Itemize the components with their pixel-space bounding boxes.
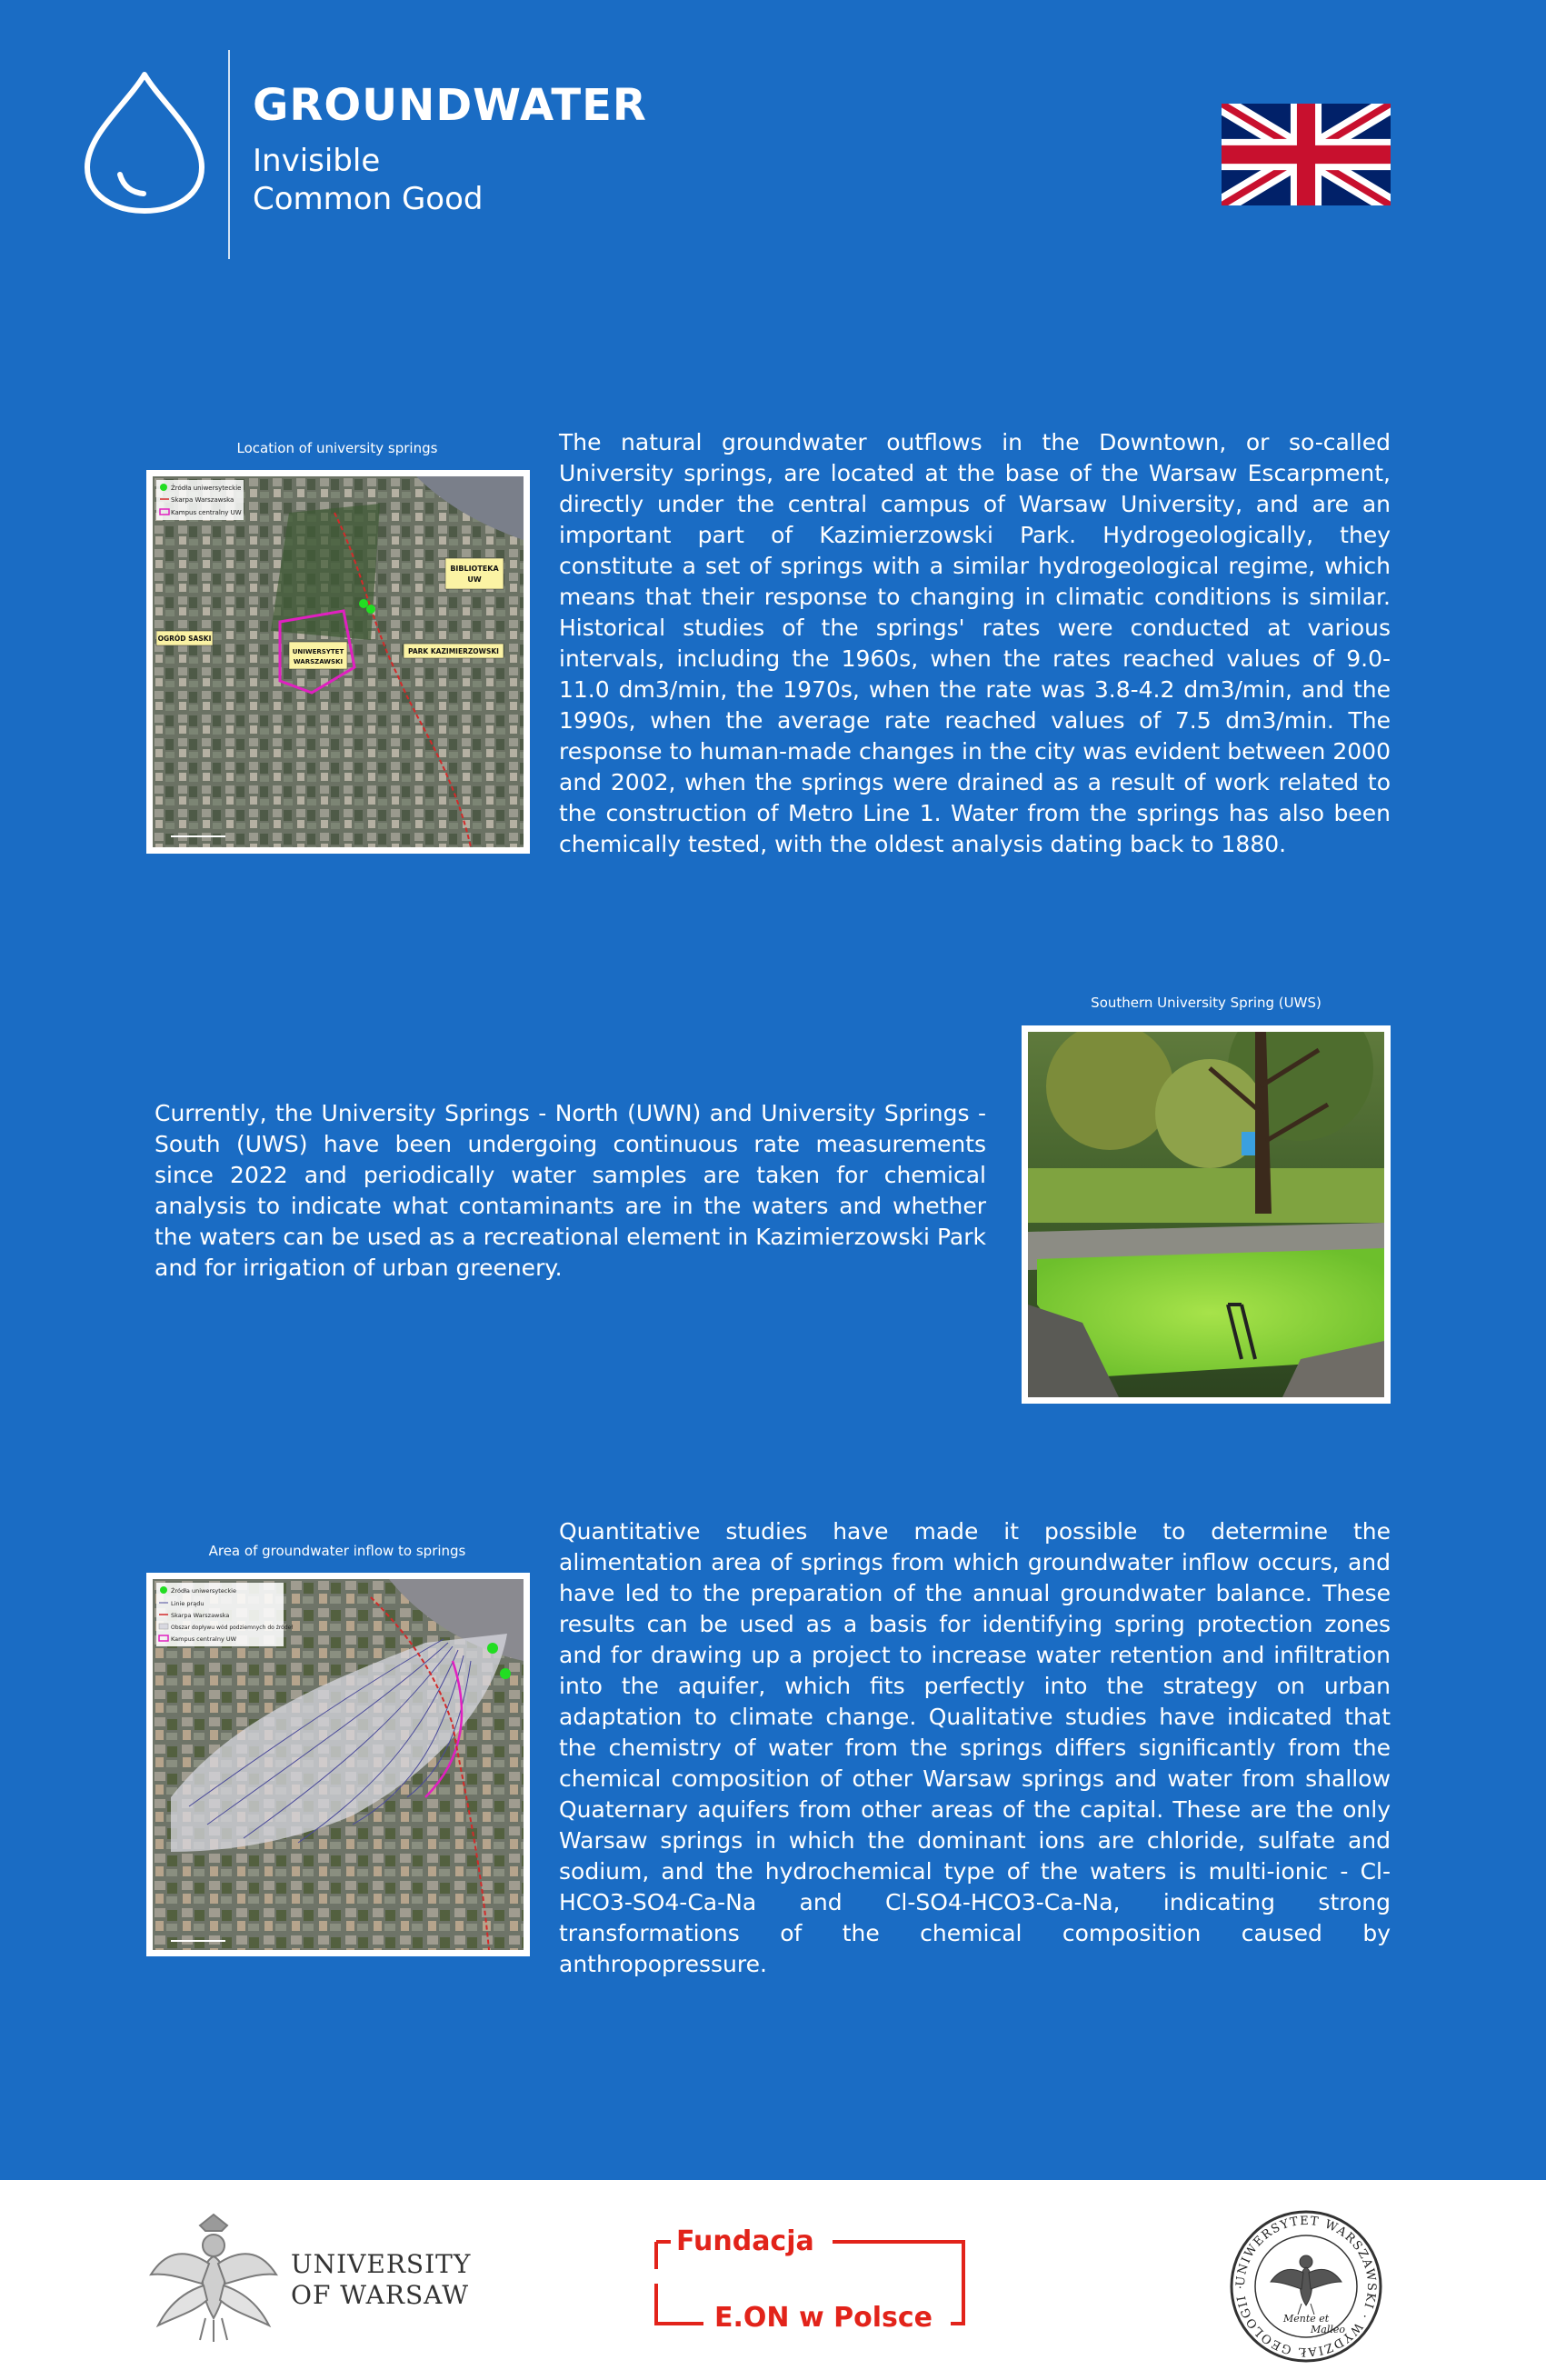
subtitle-line-1: Invisible xyxy=(253,143,381,179)
map2-image xyxy=(153,1579,524,1950)
uk-flag-icon[interactable] xyxy=(1222,104,1391,205)
section2-paragraph: Currently, the University Springs - North (UWN) and University Springs - South (UWS) have been undergoing continuous rate measurements since 2022 and periodically water samples are taken for chemical analysis to indicate what contaminants are in the waters and whether the waters can be used as a recreational element in Kazimierzowski Park and for irrigation of urban greenery. xyxy=(155,1100,986,1281)
svg-text:PARK KAZIMIERZOWSKI: PARK KAZIMIERZOWSKI xyxy=(408,647,499,655)
subtitle-line-2: Common Good xyxy=(253,181,484,217)
photo-caption: Southern University Spring (UWS) xyxy=(1091,995,1322,1011)
eon-foundation-logo[interactable] xyxy=(651,2225,969,2344)
map-inflow-area xyxy=(146,1573,530,1956)
university-of-warsaw-logo[interactable] xyxy=(145,2209,473,2345)
faculty-of-geology-seal[interactable] xyxy=(1229,2209,1383,2364)
svg-text:UNIWERSYTET WARSZAWSKI · WYDZI: UNIWERSYTET WARSZAWSKI · WYDZIAŁ GEOLOGII · xyxy=(1233,2214,1379,2359)
uw-wordmark xyxy=(291,2249,471,2311)
section1-paragraph: The natural groundwater outflows in the Downtown, or so-called University springs, are located at the base of the Warsaw Escarpment, directly under the central campus of Warsaw University, and are an important part of Kazimierzowski Park. Hydrogeologically, they constitute a set of springs with a similar hydrogeological regime, which means that their response to changing in climatic conditions is similar. Historical studies of the springs' rates were conducted at various intervals, including the 1960s, when the rates reached values of 9.0-11.0 dm3/min, the 1970s, when the rate was 3.8-4.2 dm3/min, and the 1990s, when the average rate reached values of 7.5 dm3/min. The response to human-made changes in the city was evident between 2000 and 2002, when the springs were drained as a result of work related to the construction of Metro Line 1. Water from the springs has also been chemically tested, with the oldest analysis dating back to 1880. xyxy=(559,429,1391,857)
eagle-icon xyxy=(145,2209,282,2345)
svg-text:OGRÓD SASKI: OGRÓD SASKI xyxy=(157,635,212,643)
map2-caption: Area of groundwater inflow to springs xyxy=(208,1543,466,1559)
uw-line-2: OF WARSAW xyxy=(291,2280,470,2310)
svg-text:BIBLIOTEKA: BIBLIOTEKA xyxy=(450,565,499,573)
page-subtitle xyxy=(253,142,483,218)
map1-image xyxy=(153,476,524,847)
svg-text:Obszar dopływu wód podziemnych: Obszar dopływu wód podziemnych do źródeł xyxy=(171,1625,294,1631)
svg-text:Skarpa Warszawska: Skarpa Warszawska xyxy=(171,496,234,504)
svg-text:Linie prądu: Linie prądu xyxy=(171,1600,204,1607)
eon-line-2: E.ON w Polsce xyxy=(714,2302,933,2334)
svg-text:Malleo: Malleo xyxy=(1311,2324,1345,2335)
svg-text:Mente et: Mente et xyxy=(1283,2313,1330,2325)
map1-caption: Location of university springs xyxy=(236,440,438,456)
svg-text:Kampus centralny UW: Kampus centralny UW xyxy=(171,509,242,516)
header-divider xyxy=(228,50,230,259)
svg-text:WARSZAWSKI: WARSZAWSKI xyxy=(293,658,344,665)
eon-line-1: Fundacja xyxy=(676,2225,814,2257)
uw-line-1: UNIVERSITY xyxy=(291,2249,472,2279)
page-title: GROUNDWATER xyxy=(253,80,647,131)
svg-text:Źródła uniwersyteckie: Źródła uniwersyteckie xyxy=(171,1587,236,1595)
svg-text:Skarpa Warszawska: Skarpa Warszawska xyxy=(171,1612,230,1619)
svg-text:UNIWERSYTET: UNIWERSYTET xyxy=(292,648,344,655)
map-location-springs xyxy=(146,470,530,854)
svg-text:Źródła uniwersyteckie: Źródła uniwersyteckie xyxy=(171,485,242,492)
water-drop-icon xyxy=(80,69,209,215)
section3-paragraph: Quantitative studies have made it possible to determine the alimentation area of springs from which groundwater inflow occurs, and have led to the preparation of the annual groundwater balance. These results can be used as a basis for identifying spring protection zones and for drawing up a project to increase water retention and infiltration into the aquifer, which fits perfectly into the strategy on urban adaptation to climate change. Qualitative studies have indicated that the chemistry of water from the springs differs significantly from the chemical composition of other Warsaw springs and water from shallow Quaternary aquifers from other areas of the capital. These are the only Warsaw springs in which the dominant ions are chloride, sulfate and sodium, and the hydrochemical type of the waters is multi-ionic - Cl-HCO3-SO4-Ca-Na and Cl-SO4-HCO3-Ca-Na, indicating strong transformations of the chemical composition caused by anthropopressure. xyxy=(559,1518,1391,1977)
svg-text:UW: UW xyxy=(467,575,482,584)
photo-southern-spring xyxy=(1022,1025,1391,1404)
svg-text:Kampus centralny UW: Kampus centralny UW xyxy=(171,1635,237,1643)
photo-image xyxy=(1028,1032,1384,1397)
